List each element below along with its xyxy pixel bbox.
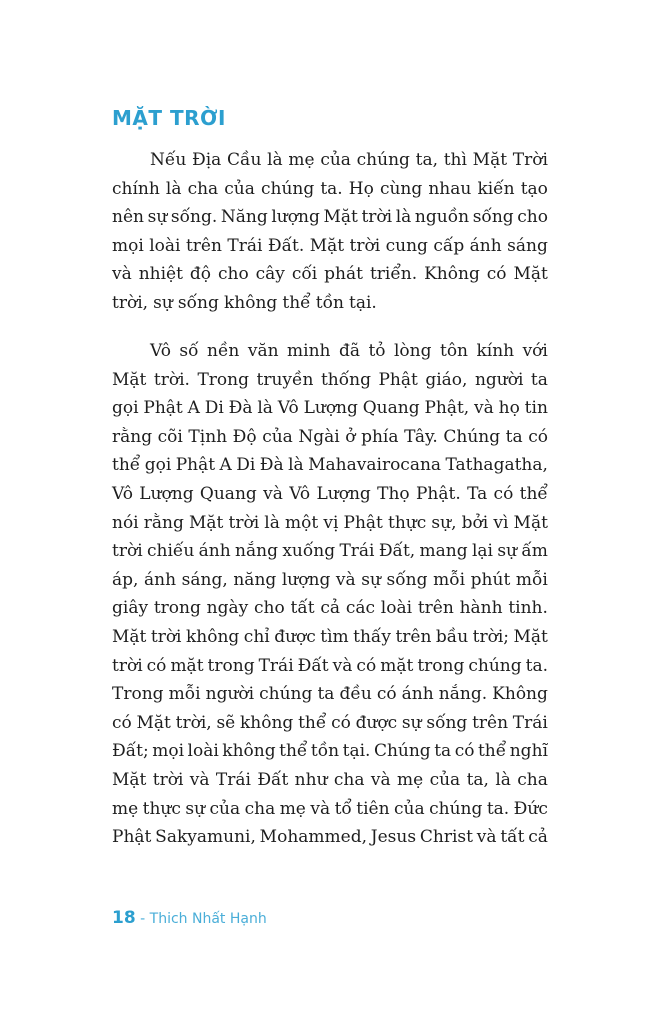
text-line: rằng cõi Tịnh Độ của Ngài ở phía Tây. Chúng ta có — [112, 426, 548, 447]
paragraph-2 — [112, 337, 548, 852]
text-line: mọi loài trên Trái Đất. Mặt trời cung cấp ánh sáng — [112, 235, 548, 256]
text-line: mẹ thực sự của cha mẹ và tổ tiên của chúng ta. Đức — [112, 798, 548, 819]
text-line: Vô Lượng Quang và Vô Lượng Thọ Phật. Ta có thể — [112, 483, 548, 504]
page-footer — [112, 908, 267, 928]
text-line: nói rằng Mặt trời là một vị Phật thực sự, bởi vì Mặt — [112, 512, 548, 533]
text-line: trời, sự sống không thể tồn tại. — [112, 292, 377, 313]
text-line: có Mặt trời, sẽ không thể có được sự sống trên Trái — [112, 712, 548, 733]
footer-author: Thich Nhất Hạnh — [149, 911, 267, 927]
text-line: Mặt trời và Trái Đất như cha và mẹ của ta, là cha — [112, 769, 548, 790]
text-line: nên sự sống. Năng lượng Mặt trời là nguồn sống cho — [112, 207, 548, 228]
text-line: Nếu Địa Cầu là mẹ của chúng ta, thì Mặt Trời — [150, 150, 548, 170]
text-line: Mặt trời. Trong truyền thống Phật giáo, người ta — [112, 369, 548, 390]
paragraph-1 — [112, 146, 548, 318]
text-line: Phật Sakyamuni, Mohammed, Jesus Christ và tất cả — [112, 827, 548, 848]
text-line: Đất; mọi loài không thể tồn tại. Chúng ta có thể nghĩ — [112, 741, 548, 762]
text-line: giây trong ngày cho tất cả các loài trên hành tinh. — [112, 598, 548, 619]
text-line: áp, ánh sáng, năng lượng và sự sống mỗi phút mỗi — [112, 569, 548, 590]
text-line: thể gọi Phật A Di Đà là Mahavairocana Tathagatha, — [112, 455, 548, 476]
text-line: Trong mỗi người chúng ta đều có ánh nắng. Không — [112, 684, 548, 705]
footer-separator: - — [140, 911, 146, 927]
text-line: chính là cha của chúng ta. Họ cùng nhau kiến tạo — [112, 178, 548, 199]
chapter-heading: MẶT TRỜI — [112, 106, 226, 130]
text-line: Mặt trời không chỉ được tìm thấy trên bầu trời; Mặt — [112, 626, 548, 647]
text-line: trời chiếu ánh nắng xuống Trái Đất, mang lại sự ấm — [112, 541, 548, 562]
text-line: gọi Phật A Di Đà là Vô Lượng Quang Phật, và họ tin — [112, 398, 548, 419]
text-line: và nhiệt độ cho cây cối phát triển. Không có Mặt — [112, 264, 548, 285]
text-line: Vô số nền văn minh đã tỏ lòng tôn kính với — [150, 341, 548, 361]
page-number: 18 — [112, 908, 136, 928]
text-line: trời có mặt trong Trái Đất và có mặt trong chúng ta. — [112, 655, 548, 676]
